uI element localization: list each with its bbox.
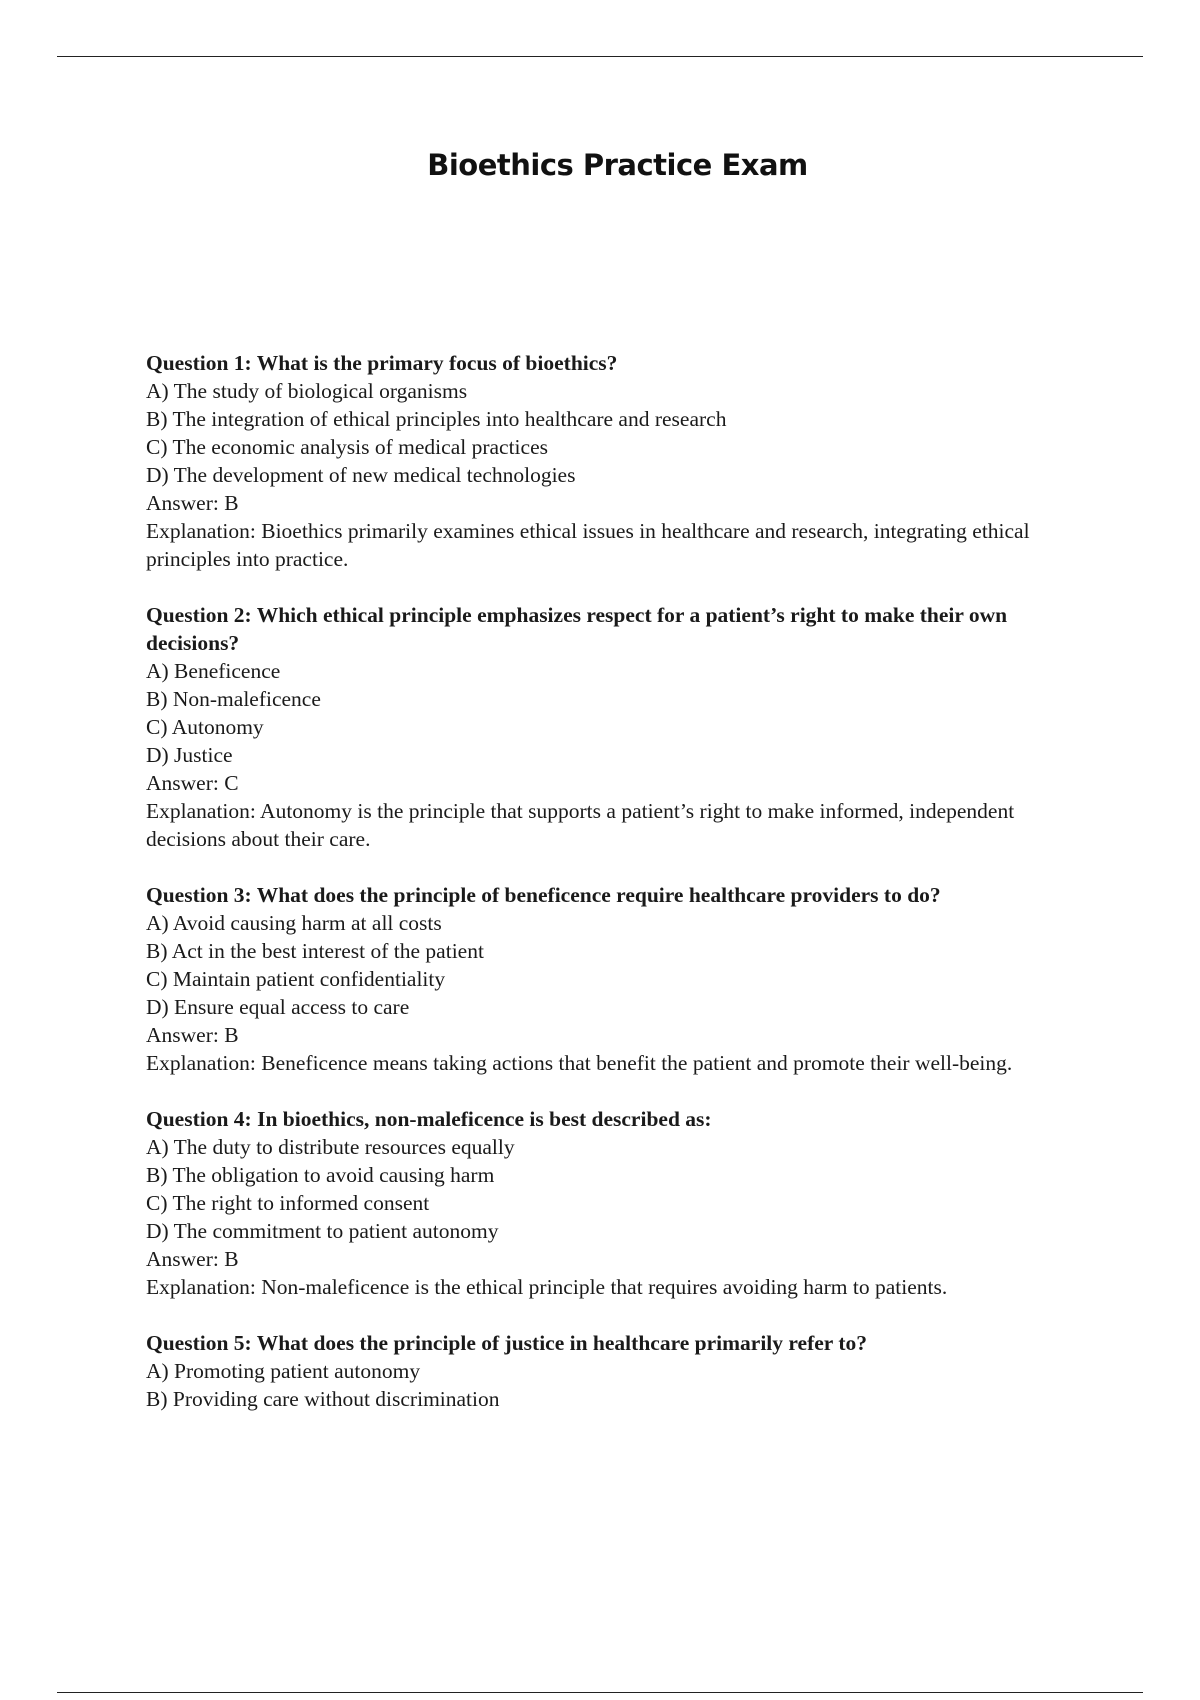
answer-option: B) The integration of ethical principles into healthcare and research bbox=[146, 407, 727, 431]
footer-rule bbox=[57, 1692, 1143, 1693]
question-block-1 bbox=[146, 349, 1076, 573]
answer-option: A) Beneficence bbox=[146, 659, 281, 683]
header-rule bbox=[57, 56, 1143, 57]
answer-option: D) The commitment to patient autonomy bbox=[146, 1219, 499, 1243]
answer-explanation: Explanation: Autonomy is the principle that supports a patient’s right to make informed, independent decisions about their care. bbox=[146, 799, 1015, 851]
answer-option: C) The right to informed consent bbox=[146, 1191, 430, 1215]
answer-option: A) Promoting patient autonomy bbox=[146, 1359, 421, 1383]
question-text: Question 5: What does the principle of justice in healthcare primarily refer to? bbox=[146, 1331, 867, 1355]
question-text: Question 4: In bioethics, non-maleficence is best described as: bbox=[146, 1107, 712, 1131]
answer-option: D) Ensure equal access to care bbox=[146, 995, 410, 1019]
question-block-3 bbox=[146, 881, 1076, 1077]
correct-answer: Answer: B bbox=[146, 1023, 239, 1047]
document-title: Bioethics Practice Exam bbox=[427, 148, 808, 182]
answer-option: D) Justice bbox=[146, 743, 233, 767]
answer-option: A) Avoid causing harm at all costs bbox=[146, 911, 442, 935]
answer-option: B) Providing care without discrimination bbox=[146, 1387, 500, 1411]
correct-answer: Answer: C bbox=[146, 771, 239, 795]
answer-explanation: Explanation: Beneficence means taking actions that benefit the patient and promote their well-being. bbox=[146, 1051, 1013, 1075]
question-text: Question 1: What is the primary focus of bioethics? bbox=[146, 351, 618, 375]
answer-option: A) The study of biological organisms bbox=[146, 379, 468, 403]
question-text: Question 3: What does the principle of beneficence require healthcare providers to do? bbox=[146, 883, 941, 907]
answer-option: B) The obligation to avoid causing harm bbox=[146, 1163, 495, 1187]
question-block-5 bbox=[146, 1329, 1076, 1413]
correct-answer: Answer: B bbox=[146, 491, 239, 515]
question-list bbox=[146, 349, 1076, 1441]
correct-answer: Answer: B bbox=[146, 1247, 239, 1271]
answer-explanation: Explanation: Bioethics primarily examines ethical issues in healthcare and research, integrating ethical principles into practice. bbox=[146, 519, 1030, 571]
answer-option: C) The economic analysis of medical practices bbox=[146, 435, 548, 459]
question-block-2 bbox=[146, 601, 1076, 853]
answer-option: B) Non-maleficence bbox=[146, 687, 321, 711]
question-block-4 bbox=[146, 1105, 1076, 1301]
answer-explanation: Explanation: Non-maleficence is the ethical principle that requires avoiding harm to patients. bbox=[146, 1275, 948, 1299]
answer-option: B) Act in the best interest of the patient bbox=[146, 939, 484, 963]
answer-option: C) Maintain patient confidentiality bbox=[146, 967, 446, 991]
answer-option: A) The duty to distribute resources equally bbox=[146, 1135, 515, 1159]
answer-option: C) Autonomy bbox=[146, 715, 264, 739]
answer-option: D) The development of new medical technologies bbox=[146, 463, 576, 487]
question-text: Question 2: Which ethical principle emphasizes respect for a patient’s right to make their own decisions? bbox=[146, 603, 1008, 655]
